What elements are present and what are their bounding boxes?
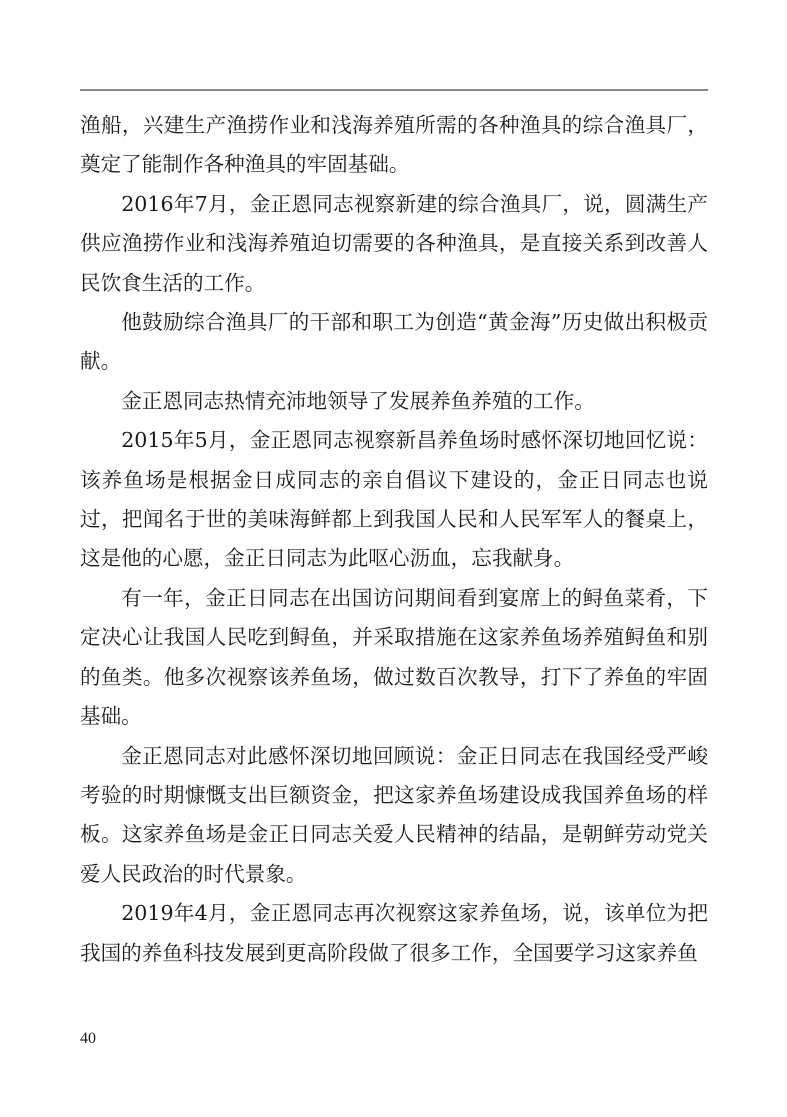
paragraph: 2015年5月，金正恩同志视察新昌养鱼场时感怀深切地回忆说：该养鱼场是根据金日成同志的亲自倡议下建设的，金正日同志也说过，把闻名于世的美味海鲜都上到我国人民和人民军军人的餐桌上，这是他的心愿，金正日同志为此呕心沥血，忘我献身。 xyxy=(80,428,708,571)
page-number: 40 xyxy=(80,1030,96,1047)
paragraph: 他鼓励综合渔具厂的干部和职工为创造“黄金海”历史做出积极贡献。 xyxy=(80,310,708,374)
paragraph: 金正恩同志热情充沛地领导了发展养鱼养殖的工作。 xyxy=(121,388,595,413)
paragraph: 金正恩同志对此感怀深切地回顾说：金正日同志在我国经受严峻考验的时期慷慨支出巨额资金，把这家养鱼场建设成我国养鱼场的样板。这家养鱼场是金正日同志关爱人民精神的结晶，是朝鲜劳动党关爱人民政治的时代景象。 xyxy=(80,743,708,886)
paragraph: 2019年4月，金正恩同志再次视察这家养鱼场，说，该单位为把我国的养鱼科技发展到更高阶段做了很多工作，全国要学习这家养鱼 xyxy=(80,901,708,965)
paragraph-continued: 渔船，兴建生产渔捞作业和浅海养殖所需的各种渔具的综合渔具厂，奠定了能制作各种渔具的牢固基础。 xyxy=(80,113,708,177)
body-text xyxy=(80,106,708,973)
header-rule xyxy=(80,89,708,91)
paragraph: 2016年7月，金正恩同志视察新建的综合渔具厂，说，圆满生产供应渔捞作业和浅海养殖迫切需要的各种渔具，是直接关系到改善人民饮食生活的工作。 xyxy=(80,191,708,295)
paragraph: 有一年，金正日同志在出国访问期间看到宴席上的鲟鱼菜肴，下定决心让我国人民吃到鲟鱼，并采取措施在这家养鱼场养殖鲟鱼和别的鱼类。他多次视察该养鱼场，做过数百次教导，打下了养鱼的牢固基础。 xyxy=(80,585,708,729)
